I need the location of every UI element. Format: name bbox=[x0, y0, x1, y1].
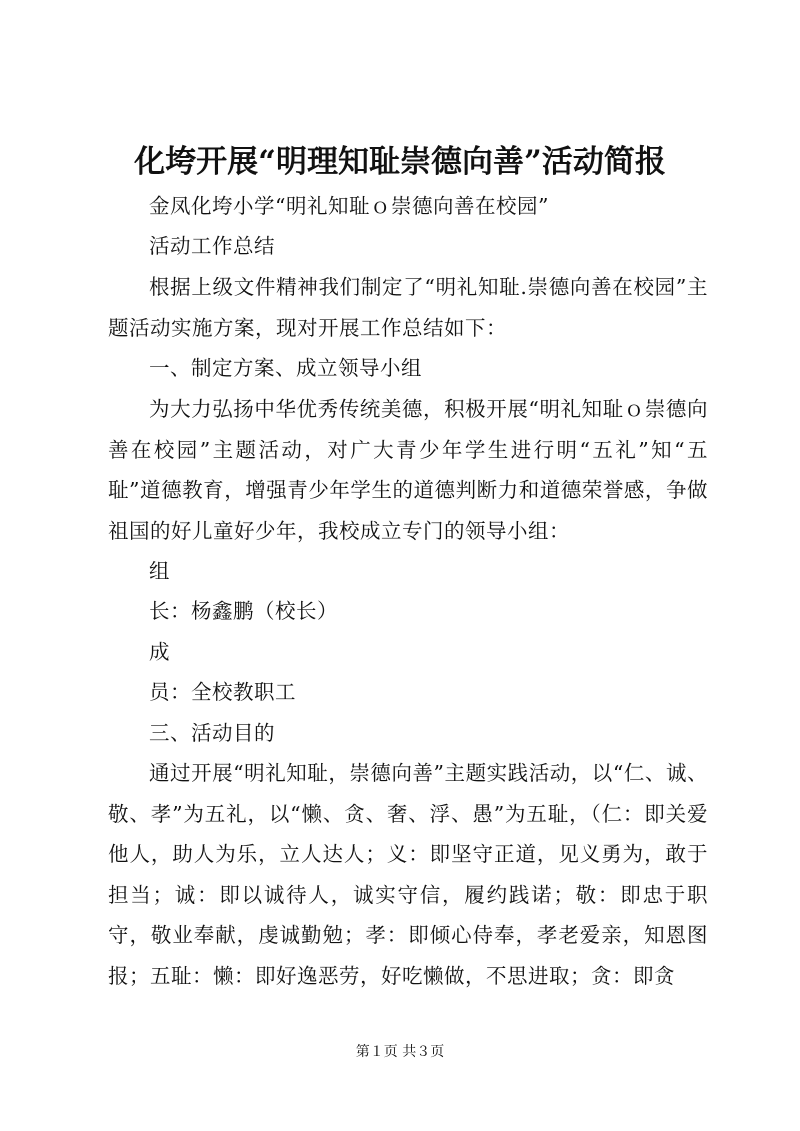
document-title: 化垮开展“明理知耻崇德向善”活动简报 bbox=[134, 144, 666, 180]
section-heading-purpose: 三、活动目的 bbox=[149, 721, 275, 745]
paragraph-school-name: 金凤化垮小学“明礼知耻ｏ崇德向善在校园” bbox=[149, 194, 549, 218]
paragraph-intro: 根据上级文件精神我们制定了“明礼知耻.崇德向善在校园”主题活动实施方案，现对开展工作总结如下： bbox=[108, 275, 708, 340]
section-heading-plan: 一、制定方案、成立领导小组 bbox=[149, 356, 422, 380]
paragraph-purpose: 通过开展“明礼知耻，崇德向善”主题实践活动，以“仁、诚、敬、孝”为五礼，以“懒、贪、奢、浮、愚”为五耻，（仁：即关爱他人，助人为乐，立人达人；义：即坚守正道，见义勇为，敢于担当；诚：即以诚待人，诚实守信，履约践诺；敬：即忠于职守，敬业奉献，虔诚勤勉；孝：即倾心侍奉，孝老爱亲，知恩图报；五耻：懒：即好逸恶劳，好吃懒做，不思进取；贪：即贪 bbox=[108, 761, 708, 988]
paragraph-group-leader: 长：杨鑫鹏（校长） bbox=[149, 599, 338, 623]
page-footer: 第１页 共３页 bbox=[355, 1044, 445, 1060]
paragraph-subtitle: 活动工作总结 bbox=[149, 234, 275, 258]
paragraph-members: 员：全校教职工 bbox=[149, 680, 296, 704]
paragraph-member-label: 成 bbox=[149, 640, 170, 664]
paragraph-group-label: 组 bbox=[149, 559, 170, 583]
paragraph-leadership: 为大力弘扬中华优秀传统美德，积极开展“明礼知耻ｏ崇德向善在校园”主题活动，对广大青少年学生进行明“五礼”知“五耻”道德教育，增强青少年学生的道德判断力和道德荣誉感，争做祖国的好儿童好少年，我校成立专门的领导小组： bbox=[108, 397, 708, 543]
